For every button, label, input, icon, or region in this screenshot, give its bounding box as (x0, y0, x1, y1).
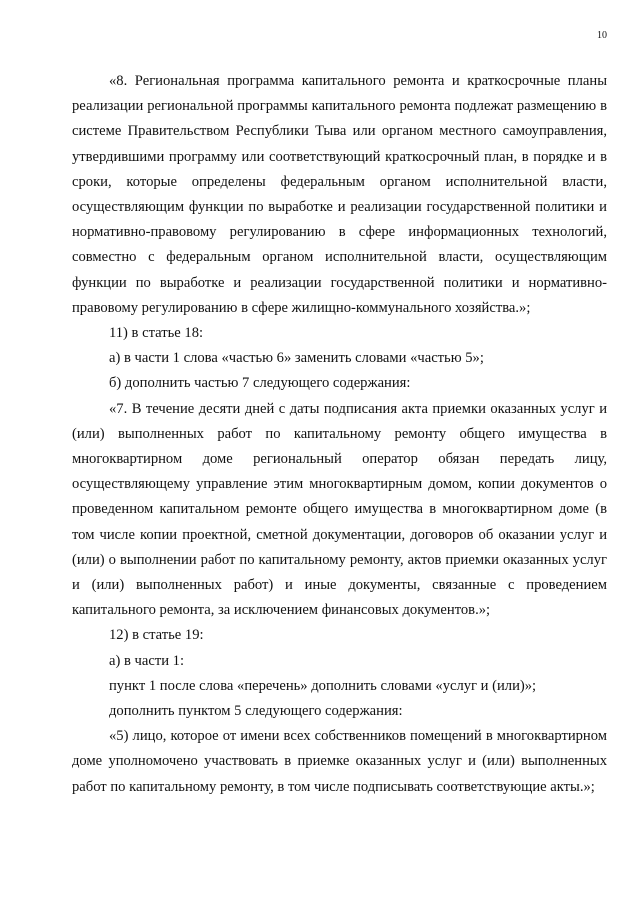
paragraph-item-5-intro: дополнить пунктом 5 следующего содержания: (109, 703, 403, 720)
paragraph-article-18-part-1: а) в части 1 слова «частью 6» заменить словами «частью 5»; (109, 350, 484, 367)
paragraph-part-7-text: «7. В течение десяти дней с даты подписания акта приемки оказанных услуг и (или) выполненных работ по капитальному ремонту общего имущества в многоквартирном доме региональный оператор обязан передать лицу, осуществляющему управление этим многоквартирным домом, копии документов о проведенном капитальном ремонте общего имущества в многоквартирном доме (в том числе копии проектной, сметной документации, договоров об оказании услуг и (или) о выполнении работ по капитальному ремонту, актов приемки оказанных услуг и (или) выполненных работ) и иные документы, связанные с проведением капитального ремонта, за исключением финансовых документов.»; (72, 400, 607, 619)
paragraph-item-5-text: «5) лицо, которое от имени всех собственников помещений в многоквартирном доме уполномочено участвовать в приемке оказанных услуг и (или) выполненных работ по капитальному ремонту, в том числе подписывать соответствующие акты.»; (72, 728, 607, 795)
paragraph-article-19-part-1: а) в части 1: (109, 652, 185, 669)
document-body (72, 69, 607, 800)
paragraph-item-1-amendment: пункт 1 после слова «перечень» дополнить словами «услуг и (или)»; (109, 677, 537, 694)
page-number: 10 (597, 30, 607, 41)
paragraph-article-19-header: 12) в статье 19: (109, 627, 204, 644)
paragraph-article-18-part-7-intro: б) дополнить частью 7 следующего содержания: (109, 375, 411, 392)
paragraph-program-placement: «8. Региональная программа капитального ремонта и краткосрочные планы реализации региональной программы капитального ремонта подлежат размещению в системе Правительством Республики Тыва или органом местного самоуправления, утвердившими программу или соответствующий краткосрочный план, в порядке и в сроки, которые определены федеральным органом исполнительной власти, осуществляющим функции по выработке и реализации государственной политики и нормативно-правовому регулированию в сфере информационных технологий, совместно с федеральным органом исполнительной власти, осуществляющим функции по выработке и реализации государственной политики и нормативно-правовому регулированию в сфере жилищно-коммунального хозяйства.»; (72, 73, 607, 316)
paragraph-article-18-header: 11) в статье 18: (109, 325, 204, 342)
